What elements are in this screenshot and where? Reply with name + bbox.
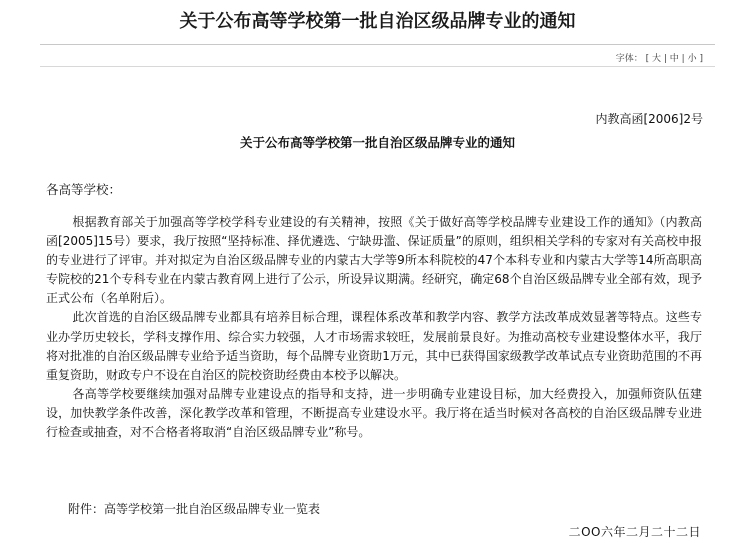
title-divider	[40, 44, 715, 45]
page-title: 关于公布高等学校第一批自治区级品牌专业的通知	[179, 11, 576, 32]
font-size-medium-button[interactable]: 中	[669, 54, 679, 64]
document-number: 内教高函[2006]2号	[595, 112, 703, 126]
font-size-open-bracket: [	[645, 54, 650, 64]
attachment-line: 附件：高等学校第一批自治区级品牌专业一览表	[68, 502, 321, 516]
font-size-small-button[interactable]: 小	[687, 54, 697, 64]
font-size-separator: |	[663, 54, 667, 64]
font-size-switcher	[616, 51, 703, 64]
body-paragraph: 此次首选的自治区级品牌专业都具有培养目标合理，课程体系改革和教学内容、教学方法改革成效显著等特点。这些专业办学历史较长，学科支撑作用、综合实力较强，人才市场需求较旺，发展前景良好。为推动高校专业建设整体水平，我厅将对批准的自治区级品牌专业给予适当资助，每个品牌专业资助1万元，其中已获得国家级教学改革试点专业资助范围的不再重复资助，财政专户不设在自治区的院校资助经费由本校予以解决。	[46, 310, 702, 382]
salutation: 各高等学校：	[46, 182, 122, 197]
body-paragraph: 根据教育部关于加强高等学校学科专业建设的有关精神，按照《关于做好高等学校品牌专业建设工作的通知》（内教高函[2005]15号）要求，我厅按照“坚持标准、择优遴选、宁缺毋滥、保证质量”的原则，组织相关学科的专家对有关高校申报的专业进行了评审。并对拟定为自治区级品牌专业的内蒙古大学等9所本科院校的47个本科专业和内蒙古大学等14所高职高专院校的21个专科专业在内蒙古教育网上进行了公示，所设异议期满。经研究，确定68个自治区级品牌专业全部有效，现予正式公布（名单附后）。	[46, 215, 702, 306]
font-size-label: 字体：	[615, 54, 643, 64]
content-divider	[40, 66, 715, 67]
document-body	[46, 213, 702, 442]
font-size-large-button[interactable]: 大	[651, 54, 661, 64]
font-size-close-bracket: ]	[699, 54, 703, 64]
font-size-separator: |	[681, 54, 685, 64]
document-date: 二OO六年二月二十二日	[568, 525, 701, 539]
body-paragraph: 各高等学校要继续加强对品牌专业建设点的指导和支持，进一步明确专业建设目标，加大经费投入，加强师资队伍建设，加快教学条件改善，深化教学改革和管理，不断提高专业建设水平。我厅将在适当时候对各高校的自治区级品牌专业进行检查或抽查，对不合格者将取消“自治区级品牌专业”称号。	[46, 386, 702, 440]
document-subtitle: 关于公布高等学校第一批自治区级品牌专业的通知	[239, 135, 515, 150]
